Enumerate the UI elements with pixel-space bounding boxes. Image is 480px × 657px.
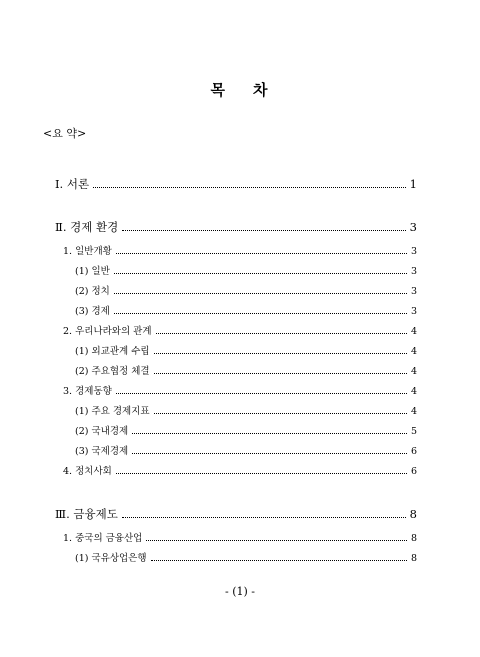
toc-entry-label: (1) 외교관계 수립 [75, 346, 150, 357]
toc-entry-page: 4 [410, 406, 417, 417]
toc-entry-page: 3 [410, 266, 417, 277]
toc-entry-international-economy[interactable] [75, 443, 417, 457]
toc-entry-label: (2) 국내경제 [75, 426, 129, 437]
dot-leader [116, 393, 407, 394]
toc-entry-page: 5 [410, 426, 417, 437]
toc-entry-introduction[interactable] [55, 176, 417, 192]
toc-entry-politics[interactable] [75, 283, 417, 297]
toc-entry-page: 4 [410, 366, 417, 377]
toc-entry-page: 4 [410, 346, 417, 357]
toc-entry-relations-with-korea[interactable] [63, 323, 417, 337]
toc-entry-page: 3 [410, 306, 417, 317]
toc-entry-page: 4 [410, 326, 417, 337]
dot-leader [114, 293, 407, 294]
toc-entry-page: 6 [410, 466, 417, 477]
title-char-2: 차 [253, 81, 270, 99]
toc-entry-economy[interactable] [75, 303, 417, 317]
toc-entry-label: 3. 경제동향 [63, 386, 112, 397]
dot-leader [154, 353, 407, 354]
toc-entry-economic-indicators[interactable] [75, 403, 417, 417]
toc-entry-label: (2) 정치 [75, 286, 110, 297]
dot-leader [151, 560, 407, 561]
dot-leader [116, 473, 407, 474]
toc-entry-political-society[interactable] [63, 463, 417, 477]
toc-entry-page: 8 [410, 533, 417, 544]
title-char-1: 목 [210, 81, 227, 99]
dot-leader [154, 373, 407, 374]
toc-entry-page: 4 [410, 386, 417, 397]
toc-entry-label: Ⅱ. 경제 환경 [55, 220, 119, 234]
dot-leader [146, 540, 407, 541]
toc-entry-label: (1) 주요 경제지표 [75, 406, 150, 417]
toc-entry-label: Ⅰ. 서론 [55, 177, 90, 191]
toc-entry-label: Ⅲ. 금융제도 [55, 507, 118, 521]
toc-entry-economic-environment[interactable] [55, 219, 417, 235]
toc-entry-diplomatic-relations[interactable] [75, 343, 417, 357]
toc-entry-state-commercial-banks[interactable] [75, 550, 417, 564]
toc-entry-label: 4. 정치사회 [63, 466, 112, 477]
dot-leader [122, 230, 405, 231]
summary-label: <요 약> [43, 127, 87, 140]
toc-entry-page: 1 [409, 177, 417, 191]
toc-entry-label: (3) 경제 [75, 306, 110, 317]
toc-entry-label: 1. 일반개황 [63, 246, 112, 257]
dot-leader [154, 413, 407, 414]
toc-entry-label: (1) 일반 [75, 266, 110, 277]
dot-leader [132, 453, 407, 454]
toc-entry-label: (1) 국유상업은행 [75, 553, 147, 564]
toc-entry-page: 8 [409, 507, 417, 521]
dot-leader [132, 433, 407, 434]
toc-entry-page: 3 [409, 220, 417, 234]
toc-entry-label: (3) 국제경제 [75, 446, 129, 457]
dot-leader [122, 517, 406, 518]
toc-entry-financial-system[interactable] [55, 506, 417, 522]
toc-entry-page: 3 [410, 286, 417, 297]
toc-entry-major-agreements[interactable] [75, 363, 417, 377]
dot-leader [156, 333, 407, 334]
dot-leader [114, 273, 407, 274]
toc-entry-general-overview[interactable] [63, 243, 417, 257]
toc-entry-page: 8 [410, 553, 417, 564]
dot-leader [114, 313, 407, 314]
toc-entry-label: (2) 주요협정 체결 [75, 366, 150, 377]
toc-entry-chinese-financial-industry[interactable] [63, 530, 417, 544]
dot-leader [116, 253, 407, 254]
toc-entry-economic-trends[interactable] [63, 383, 417, 397]
toc-entry-label: 2. 우리나라와의 관계 [63, 326, 152, 337]
toc-entry-page: 6 [410, 446, 417, 457]
dot-leader [93, 187, 406, 188]
page-number-footer: - (1) - [224, 585, 255, 598]
toc-entry-label: 1. 중국의 금융산업 [63, 533, 143, 544]
toc-entry-domestic-economy[interactable] [75, 423, 417, 437]
toc-entry-page: 3 [410, 246, 417, 257]
toc-entry-general[interactable] [75, 263, 417, 277]
